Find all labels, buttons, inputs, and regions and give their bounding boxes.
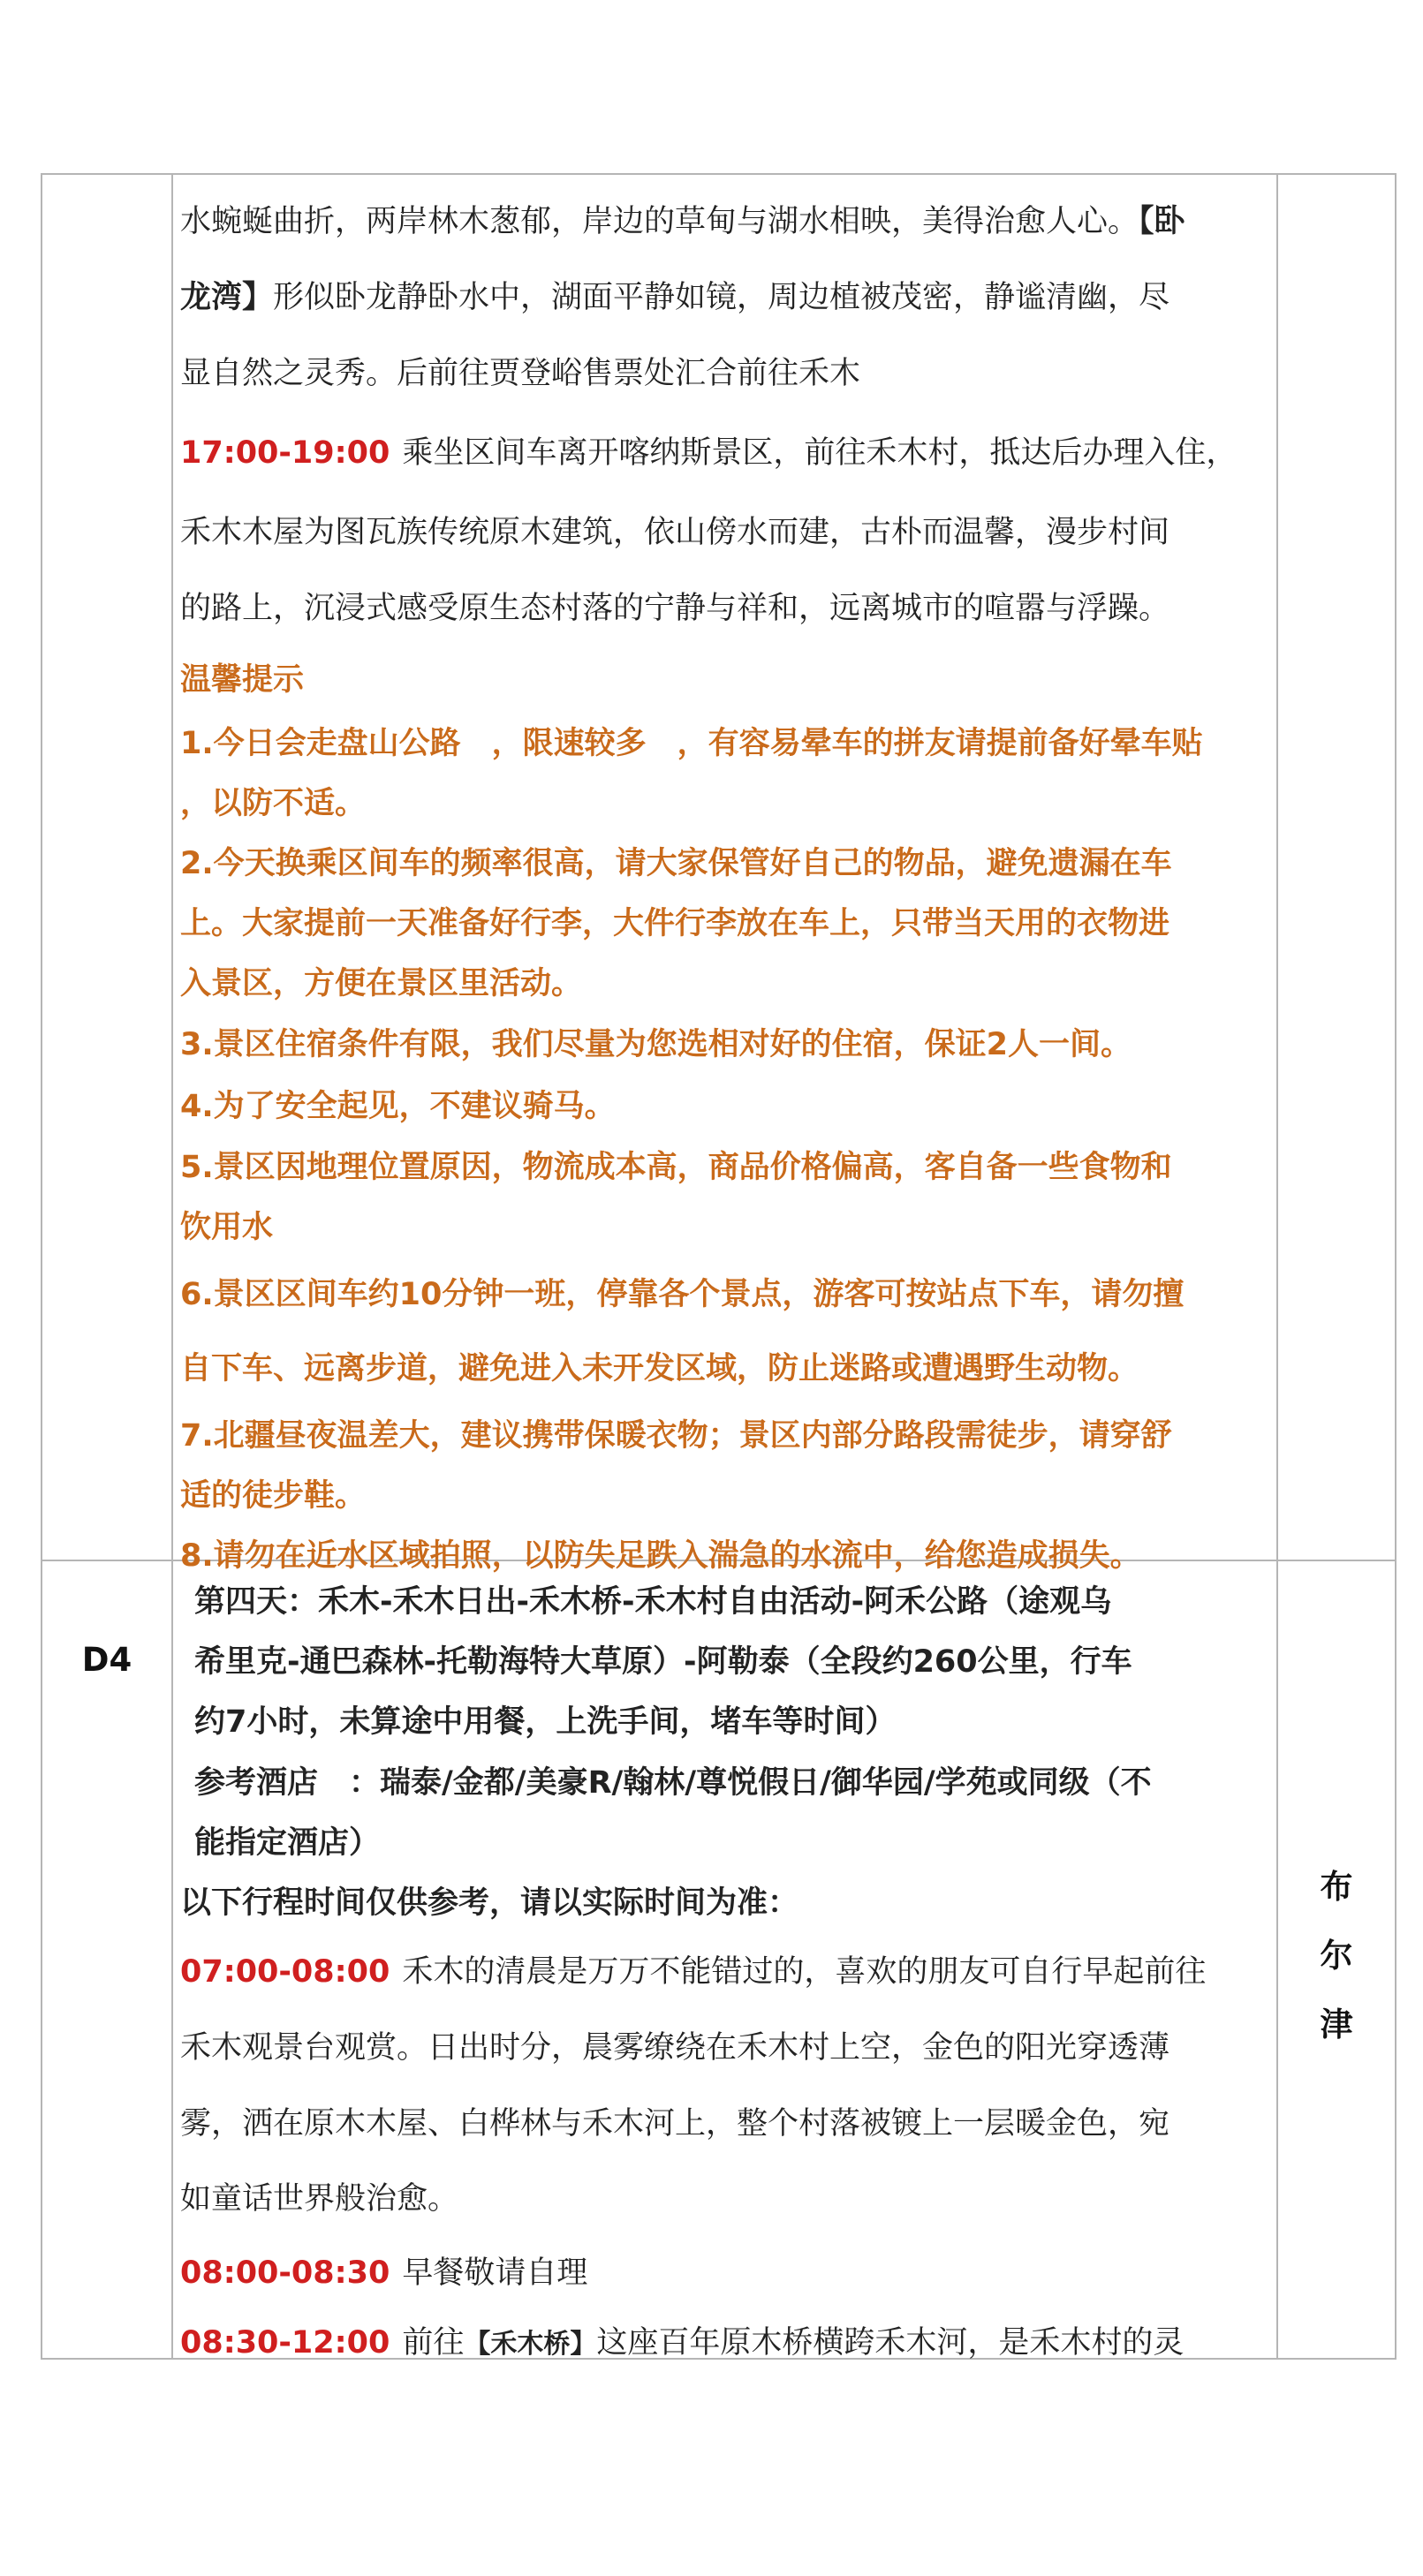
schedule-entry: 08:00-08:30 早餐敬请自理 [180,2255,588,2291]
tip-line: 8.请勿在近水区域拍照，以防失足跌入湍急的水流中，给您造成损失。 [180,1538,1141,1574]
tips-title: 温馨提示 [180,662,305,698]
itinerary-table [41,173,1397,2360]
tip-line: ，以防不适。 [180,786,367,821]
column-divider-left [171,175,173,2358]
time-label: 08:30-12:00 [180,2325,390,2361]
paragraph-line: 雾，洒在原木木屋、白桦林与禾木河上，整个村落被镀上一层暖金色，宛 [180,2106,1170,2142]
tip-line: 饮用水 [180,1210,274,1245]
tip-line: 5.景区因地理位置原因，物流成本高，商品价格偏高，客自备一些食物和 [180,1150,1172,1185]
schedule-entry: 07:00-08:00 禾木的清晨是万万不能错过的，喜欢的朋友可自行早起前往 [180,1954,1207,1990]
paragraph-line: 禾木观景台观赏。日出时分，晨雾缭绕在禾木村上空，金色的阳光穿透薄 [180,2030,1170,2066]
hotel-line: 能指定酒店） [194,1825,381,1861]
tip-line: 6.景区区间车约10分钟一班，停靠各个景点，游客可按站点下车，请勿擅 [180,1277,1185,1312]
time-label: 08:00-08:30 [180,2255,390,2291]
tip-line: 适的徒步鞋。 [180,1478,367,1514]
hotel-line: 参考酒店 ：瑞泰/金都/美豪R/翰林/尊悦假日/御华园/学苑或同级（不 [194,1765,1152,1801]
paragraph-line: 水蜿蜒曲折，两岸林木葱郁，岸边的草甸与湖水相映，美得治愈人心。【卧 [180,204,1185,239]
tip-line: 2.今天换乘区间车的频率很高，请大家保管好自己的物品，避免遗漏在车 [180,846,1172,881]
time-note: 以下行程时间仅供参考，请以实际时间为准： [180,1885,799,1921]
tip-line: 入景区，方便在景区里活动。 [180,966,583,1001]
day3-continued-cell [180,184,1311,1574]
overnight-city: 布 尔 津 [1320,1868,1353,2043]
tip-line: 上。大家提前一天准备好行李，大件行李放在车上，只带当天用的衣物进 [180,906,1170,941]
day-title: 第四天：禾木-禾木日出-禾木桥-禾木村自由活动-阿禾公路（途观乌 希里克-通巴森林-托勒海特大草原）-阿勒泰（全段约260公里，行车 约7小时，未算途中用餐，上洗手间，堵车等时间） 参考酒店 ：瑞泰/金都/美豪R/翰林/尊悦假日/御华园/学苑或同级（不 能指定酒店） [180,1572,1311,1872]
paragraph-line: 显自然之灵秀。后前往贾登峪售票处汇合前往禾木 [180,356,861,391]
paragraph-line: 龙湾】形似卧龙静卧水中，湖面平静如镜，周边植被茂密，静谧清幽，尽 [180,280,1170,315]
tip-line: 7.北疆昼夜温差大，建议携带保暖衣物；景区内部分路段需徒步，请穿舒 [180,1418,1172,1454]
tip-line: 4.为了安全起见，不建议骑马。 [180,1089,616,1124]
tip-line: 自下车、远离步道，避免进入未开发区域，防止迷路或遭遇野生动物。 [180,1351,1139,1386]
tip-line: 3.景区住宿条件有限，我们尽量为您选相对好的住宿，保证2人一间。 [180,1027,1132,1062]
day-label: D4 [81,1641,132,1679]
paragraph-line: 的路上，沉浸式感受原生态村落的宁静与祥和，远离城市的喧嚣与浮躁。 [180,591,1170,626]
schedule-entry: 17:00-19:00 乘坐区间车离开喀纳斯景区，前往禾木村，抵达后办理入住， [180,435,1238,471]
paragraph-line: 禾木木屋为图瓦族传统原木建筑，依山傍水而建，古朴而温馨，漫步村间 [180,515,1170,550]
paragraph-line: 如童话世界般治愈。 [180,2181,459,2217]
schedule-entry: 08:30-12:00 前往【禾木桥】这座百年原木桥横跨禾木河，是禾木村的灵 [180,2325,1185,2361]
tip-line: 1.今日会走盘山公路 ，限速较多 ，有容易晕车的拼友请提前备好晕车贴 [180,726,1203,761]
day4-cell [180,1572,1311,2361]
time-label: 07:00-08:00 [180,1954,390,1990]
time-label: 17:00-19:00 [180,435,390,471]
